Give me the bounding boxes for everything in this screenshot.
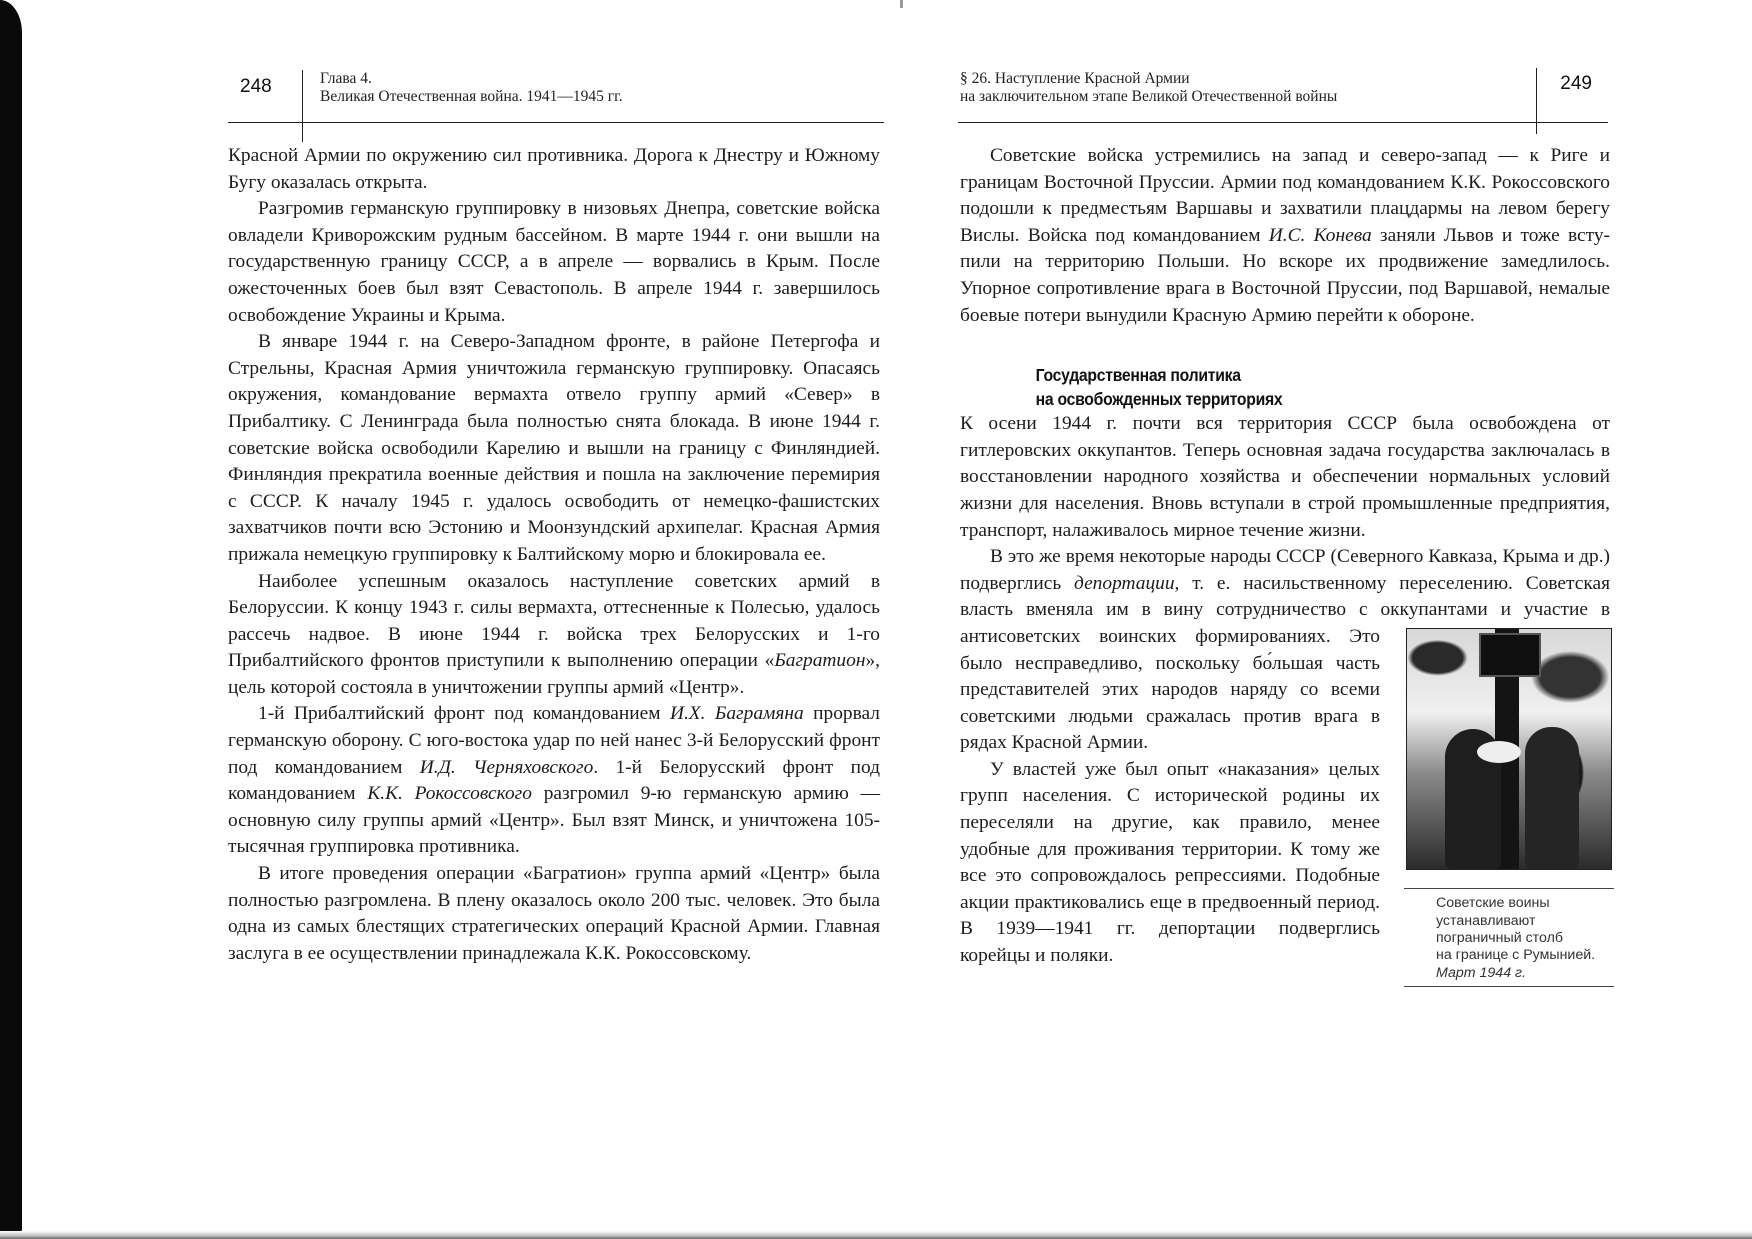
paragraph	[960, 143, 1610, 329]
right-body-text	[960, 143, 1610, 987]
border-post-photo	[1406, 628, 1612, 870]
caption-rule-top	[1404, 888, 1614, 889]
caption-line: устанавливают	[1436, 912, 1536, 929]
scan-fold-mark	[900, 0, 903, 8]
chapter-name: Великая Отечественная война. 1941—1945 гг.	[320, 88, 623, 105]
header-rule	[228, 122, 884, 123]
left-running-head	[228, 70, 884, 126]
paragraph	[228, 861, 880, 967]
header-divider	[302, 70, 303, 142]
subsection-heading-line1: Государственная политика	[1035, 365, 1241, 386]
paragraph	[228, 143, 880, 196]
section-title-line1: § 26. Наступление Красной Армии	[960, 70, 1190, 87]
intro-paragraphs	[960, 143, 1610, 329]
paragraph	[228, 329, 880, 568]
photo-sign	[1479, 633, 1541, 677]
right-running-head	[958, 70, 1608, 126]
caption-date: Март 1944 г.	[1436, 964, 1526, 981]
paragraph	[960, 411, 1610, 544]
paragraph	[228, 701, 880, 861]
section-title-line2: на заключительном этапе Великой Отечественной войны	[960, 88, 1338, 105]
scan-edge-shadow	[0, 0, 22, 1239]
header-divider	[1536, 68, 1537, 134]
photo-figure	[1402, 628, 1616, 987]
emphasized-text: депортации	[1074, 572, 1175, 594]
page-number: 248	[240, 76, 272, 97]
emphasized-text: И.С. Конева	[1268, 224, 1372, 246]
text-run: », цель которой состояла в уничтожении группы армий «Центр».	[228, 650, 880, 698]
text-run: . 1-й Белорусский фронт под командованием	[228, 756, 881, 805]
text-run: 1-й Прибалтийский фронт под командованием	[258, 703, 670, 725]
emphasized-text: Багратион	[774, 650, 866, 672]
scan-edge-bottom	[0, 1231, 1752, 1239]
right-page	[958, 0, 1608, 1239]
subsection-heading-line2: на освобожденных территориях	[1035, 389, 1283, 410]
text-run: Советские войска устремились на запад и северо-запад — к Риге и границам Восточной Пруссии. Армии под командованием К.К. Рокоссовского подошли к предместьям Варшавы и захватили плацдармы на левом берегу Вислы. Войска под командованием	[960, 145, 1610, 246]
left-page	[228, 0, 884, 1239]
text-run: заняли Львов и тоже вступили на территорию Польши. Но вскоре их продвижение замедлилось. Упорное сопротивление врага в Восточной Пруссии, под Варшавой, немалые боевые потери вынудили Красную Армию перейти к обороне.	[960, 224, 1610, 326]
text-run: , т. е. насильственному переселению. Советская власть вменяла им в вину сотрудничество с оккупантами и участие в антисоветских воинских формированиях. Это было несправедливо, поскольку бо́льшая часть представителей этих народов наряду со всеми советскими людьми сражалась против врага в рядах Красной Армии.	[960, 572, 1610, 754]
text-run: разгромил 9-ю германскую армию — основную силу группы армий «Центр». Был взят Минск, и уничтожена 105-тысячная группировка противника.	[228, 783, 880, 858]
emphasized-text: К.К. Рокоссовского	[367, 783, 532, 805]
paragraph	[228, 569, 880, 702]
photo-soldier	[1525, 727, 1579, 869]
photo-cap	[1477, 741, 1521, 763]
photo-caption	[1406, 895, 1616, 982]
left-body-text	[228, 143, 880, 967]
text-run: прорвал германскую оборону. С юго-востока удар по ней нанес 3-й Белорусский фронт под командованием	[228, 703, 880, 778]
emphasized-text: И.Х. Баграмяна	[669, 703, 804, 725]
caption-line: Советские воины	[1436, 895, 1550, 912]
header-rule	[958, 122, 1608, 123]
caption-rule-bottom	[1404, 986, 1614, 987]
text-run: Красной Армии по окружению сил противника. Дорога к Днестру и Южному Бугу оказалась открыта.	[228, 145, 880, 193]
caption-line: пограничный столб	[1436, 929, 1563, 946]
text-run: В итоге проведения операции «Багратион» группа армий «Центр» была полностью разгромлена. В плену оказалось около 200 тыс. человек. Это была одна из самых блестящих стратегических операций Красной Армии. Главная заслуга в ее осуществлении принадлежала К.К. Рокоссовскому.	[228, 863, 880, 964]
chapter-title	[320, 70, 623, 106]
text-run: В январе 1944 г. на Северо-Западном фронте, в районе Петергофа и Стрельны, Красная Армия уничтожила германскую группировку. Опасаясь окружения, командование вермахта отвело группу армий «Север» в Прибалтику. С Ленинграда была полностью снята блокада. В июне 1944 г. советские войска освободили Карелию и вышли на границу с Финляндией. Финляндия прекратила военные действия и пошла на заключение перемирия с СССР. К началу 1945 г. удалось освободить от немецко-фашистских захватчиков почти всю Эстонию и Моонзундский архипелаг. Красная Армия прижала немецкую группировку к Балтийскому морю и блокировала ее.	[228, 331, 880, 565]
emphasized-text: И.Д. Черняховского	[419, 756, 594, 778]
paragraph	[228, 196, 880, 329]
section-title	[960, 70, 1337, 106]
caption-text	[1406, 895, 1616, 965]
subsection-paragraphs	[960, 411, 1610, 981]
caption-line: на границе с Румынией.	[1436, 947, 1596, 964]
chapter-number: Глава 4.	[320, 70, 372, 87]
text-run: У властей уже был опыт «наказания» целых групп населения. С исторической родины их переселяли на другие, как правило, менее удобные для проживания территории. К тому же все это сопровождалось репрессиями. Подобные акции практиковались еще в предвоенный период. В 1939—1941 гг. депортации подверглись корейцы и поляки.	[960, 758, 1380, 967]
text-run: К осени 1944 г. почти вся территория СССР была освобождена от гитлеровских оккупантов. Теперь основная задача государства заключалась в восстановлении народного хозяйства и обеспечении нормальных условий жизни для населения. Вновь вступали в строй промышленные предприятия, транспорт, налаживалось мирное течение жизни.	[960, 413, 1610, 541]
text-run: Разгромив германскую группировку в низовьях Днепра, советские войска овладели Криворожским рудным бассейном. В марте 1944 г. они вышли на государственную границу СССР, а в апреле — ворвались в Крым. После ожесточенных боев был взят Севастополь. В апреле 1944 г. завершилось освобождение Украины и Крыма.	[228, 198, 880, 326]
subsection-heading	[960, 363, 1545, 411]
text-run: Наиболее успешным оказалось наступление советских армий в Белоруссии. К концу 1943 г. силы вермахта, оттесненные к Полесью, удалось рассечь надвое. В июне 1944 г. войска трех Белорусских и 1-го Прибалтийского фронтов приступили к выполнению операции «	[228, 570, 880, 672]
page-number: 249	[1560, 73, 1592, 94]
text-run: В это же время некоторые народы СССР (Северного Кавказа, Крыма и др.) подверглись	[960, 546, 1610, 594]
